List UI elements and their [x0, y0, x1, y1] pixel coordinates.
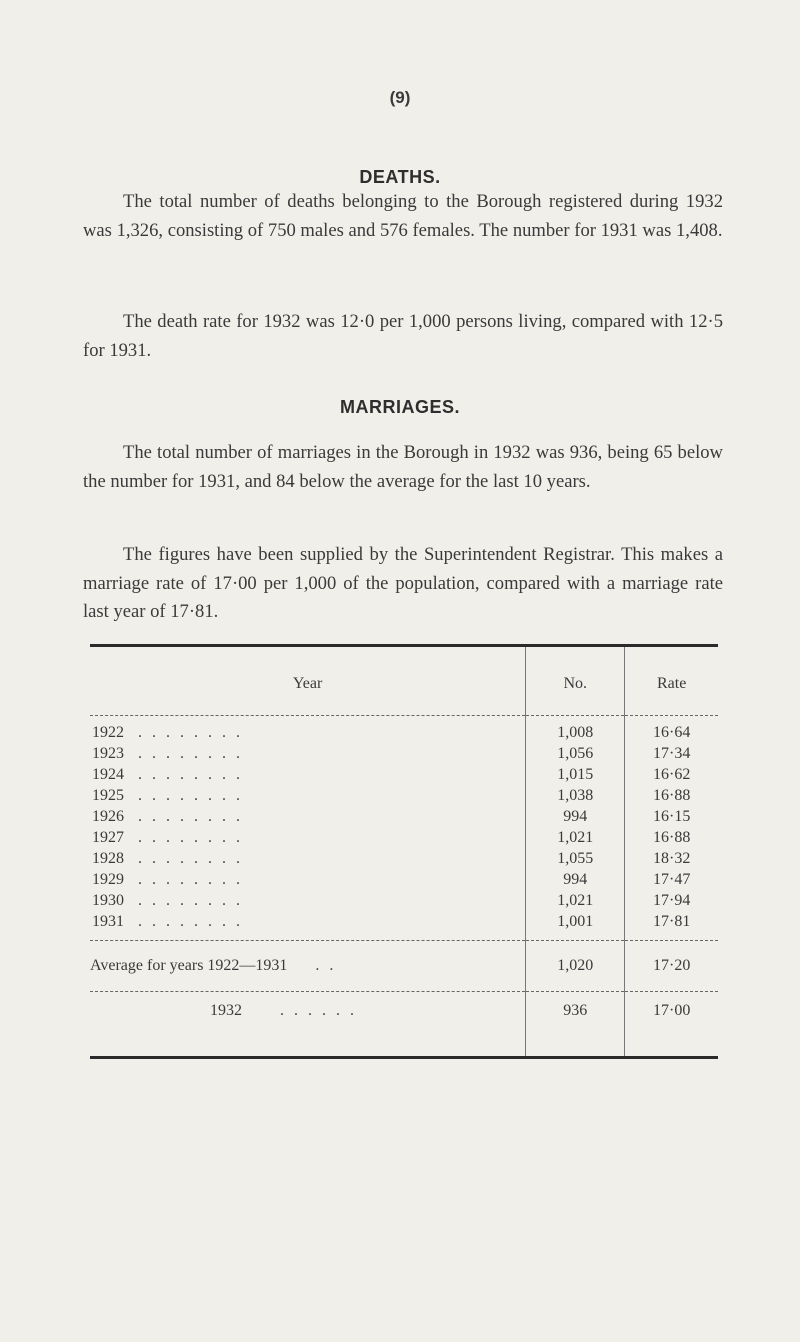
row-year: 1928 [92, 850, 124, 867]
dot-leader: ........ [138, 850, 250, 867]
row-number: 1,038 [526, 785, 625, 806]
row-year: 1926 [92, 808, 124, 825]
row-rate: 17·81 [625, 911, 718, 941]
dot-leader: ........ [138, 892, 250, 909]
row-year: 1923 [92, 745, 124, 762]
row-rate: 16·15 [625, 806, 718, 827]
current-year-row [90, 992, 718, 1058]
current-year: 1932 [210, 1002, 242, 1019]
row-number: 1,055 [526, 848, 625, 869]
dot-leader: ........ [138, 724, 250, 741]
average-label: Average for years 1922—1931 [90, 957, 288, 974]
table-row [90, 848, 718, 869]
row-rate: 16·64 [625, 722, 718, 743]
dot-leader: ........ [138, 871, 250, 888]
number-column-header: No. [526, 646, 625, 716]
row-year: 1930 [92, 892, 124, 909]
row-number: 1,015 [526, 764, 625, 785]
dot-leader: ...... [280, 1002, 364, 1019]
row-year: 1922 [92, 724, 124, 741]
page-number: (9) [389, 88, 411, 107]
row-rate: 17·47 [625, 869, 718, 890]
table-row [90, 743, 718, 764]
rate-column-header: Rate [625, 646, 718, 716]
table-row [90, 827, 718, 848]
table-row [90, 722, 718, 743]
average-rate: 17·20 [625, 941, 718, 992]
table-row [90, 890, 718, 911]
table-row [90, 764, 718, 785]
current-number: 936 [526, 992, 625, 1058]
row-number: 994 [526, 869, 625, 890]
row-year: 1931 [92, 913, 124, 930]
row-rate: 16·62 [625, 764, 718, 785]
dot-leader: ........ [138, 745, 250, 762]
row-rate: 16·88 [625, 785, 718, 806]
average-number: 1,020 [526, 941, 625, 992]
marriages-paragraph-1: The total number of marriages in the Borough in 1932 was 936, being 65 below the number for 1931, and 84 below the average for the last 10 years. [83, 442, 723, 492]
average-row [90, 941, 718, 992]
deaths-paragraph-1: The total number of deaths belonging to the Borough registered during 1932 was 1,326, consisting of 750 males and 576 females. The number for 1931 was 1,408. [83, 191, 723, 241]
row-rate: 18·32 [625, 848, 718, 869]
table-row [90, 806, 718, 827]
row-year: 1924 [92, 766, 124, 783]
dot-leader: ........ [138, 808, 250, 825]
table-row [90, 911, 718, 941]
marriages-paragraph-2: The figures have been supplied by the Superintendent Registrar. This makes a marriage rate of 17·00 per 1,000 of the population, compared with a marriage rate last year of 17·81. [83, 544, 723, 622]
row-year: 1929 [92, 871, 124, 888]
dot-leader: ........ [138, 829, 250, 846]
current-rate: 17·00 [625, 992, 718, 1058]
row-year: 1927 [92, 829, 124, 846]
dot-leader: .. [315, 957, 344, 974]
row-rate: 17·94 [625, 890, 718, 911]
row-number: 1,001 [526, 911, 625, 941]
dot-leader: ........ [138, 913, 250, 930]
year-column-header: Year [292, 675, 323, 692]
dot-leader: ........ [138, 787, 250, 804]
deaths-heading: DEATHS. [359, 167, 441, 187]
row-rate: 16·88 [625, 827, 718, 848]
row-number: 994 [526, 806, 625, 827]
row-number: 1,021 [526, 827, 625, 848]
marriages-table [90, 644, 718, 1059]
row-year: 1925 [92, 787, 124, 804]
row-number: 1,021 [526, 890, 625, 911]
row-number: 1,008 [526, 722, 625, 743]
deaths-paragraph-2: The death rate for 1932 was 12·0 per 1,000 persons living, compared with 12·5 for 1931. [83, 311, 723, 361]
table-row [90, 785, 718, 806]
table-row [90, 869, 718, 890]
row-rate: 17·34 [625, 743, 718, 764]
dot-leader: ........ [138, 766, 250, 783]
table-header-row [90, 646, 718, 716]
marriages-heading: MARRIAGES. [339, 397, 460, 417]
row-number: 1,056 [526, 743, 625, 764]
